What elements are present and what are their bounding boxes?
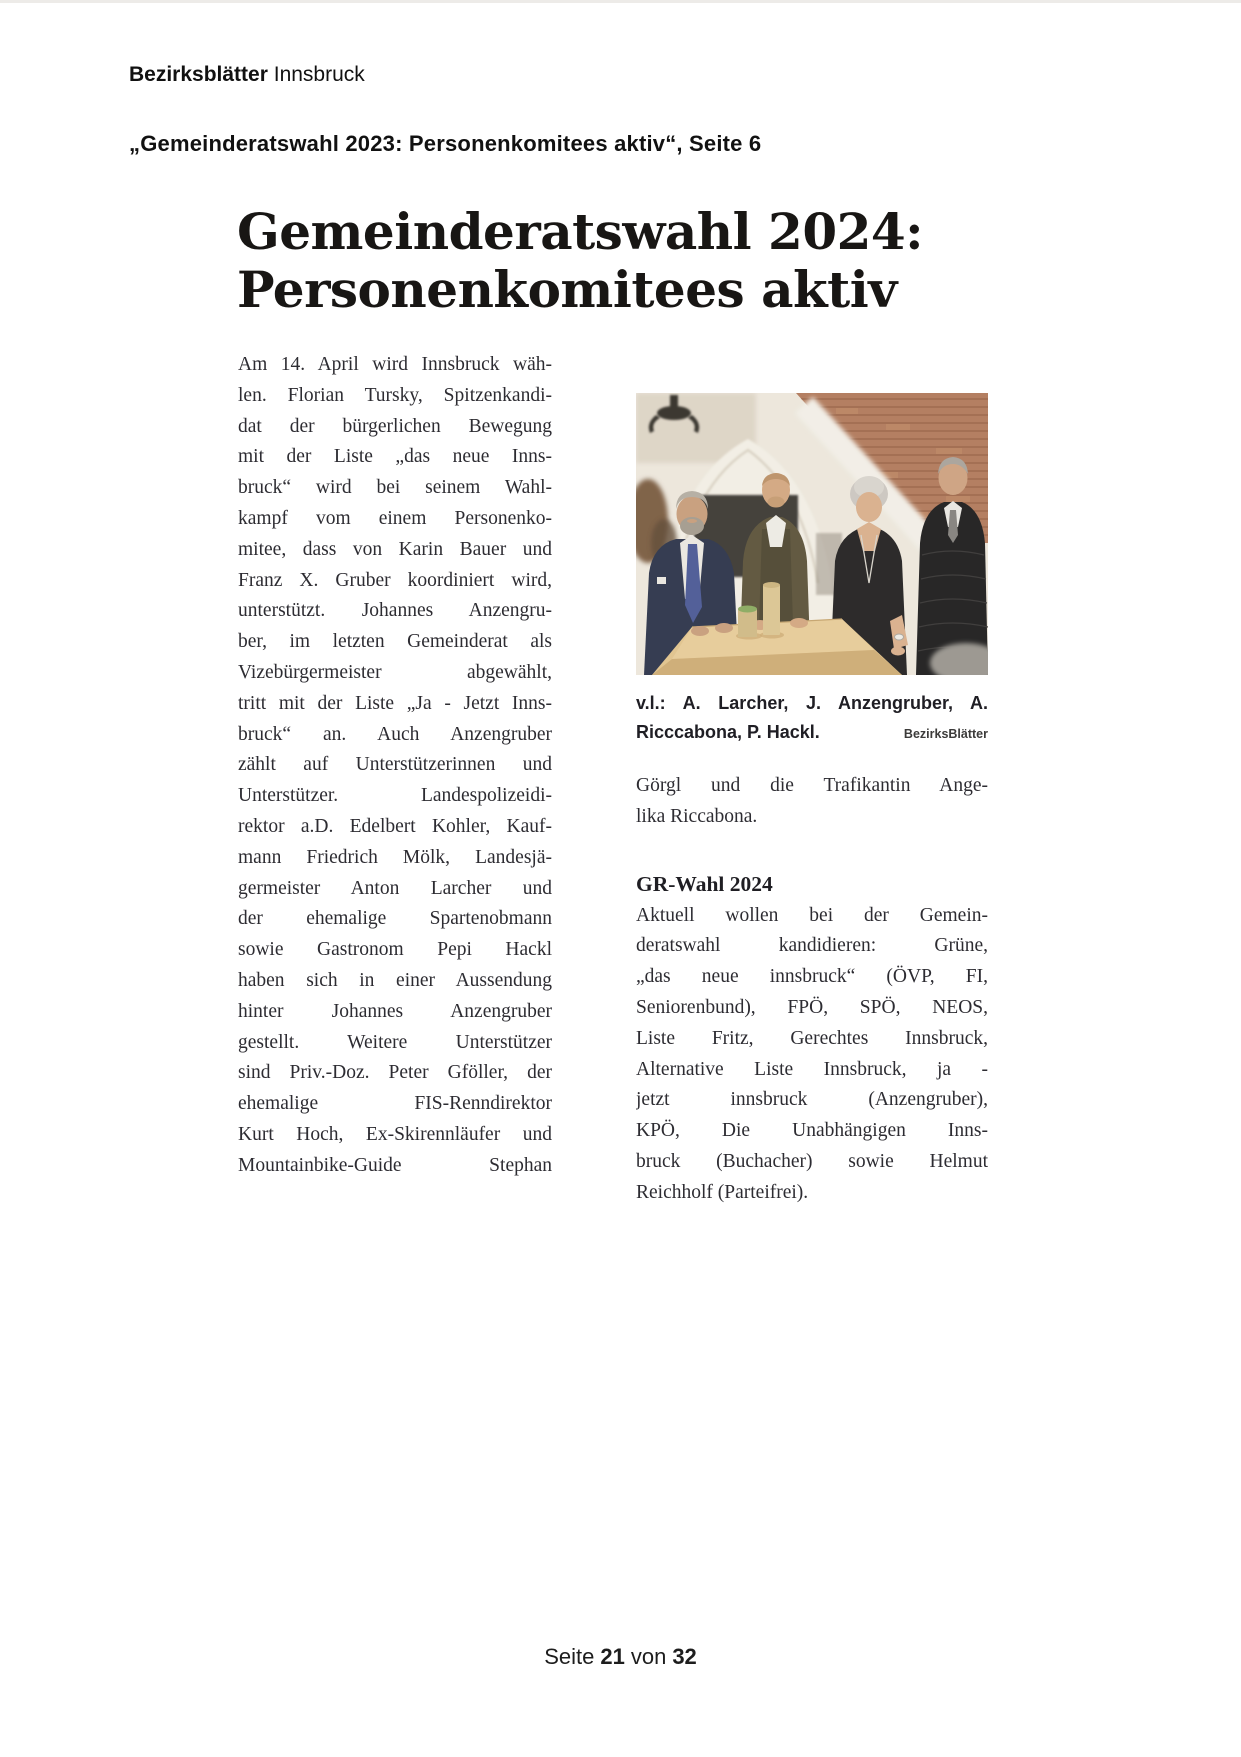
footer-label-of: von [630, 1644, 667, 1669]
article-right-body: Aktuell wollen bei der Gemein- deratswahl kandidieren: Grüne, „das neue innsbruck“ (ÖVP, FI, Seniorenbund), FPÖ, SPÖ, NEOS, Liste Fritz, Gerechtes Innsbruck, Alternative Liste Innsbruck, ja - jetzt innsbruck (Anzengruber), KPÖ, Die Unabhängigen Inns- bruck (Buchacher) sowie Helmut Reichholf (Parteifrei). [636, 904, 988, 1203]
article-right-column [636, 393, 988, 1209]
page-footer [0, 1644, 1241, 1670]
photo-caption-line-2: Ricccabona, P. Hackl. [636, 722, 820, 742]
headline-line-1: Gemeinderatswahl 2024: [237, 202, 924, 261]
article-headline [237, 203, 1017, 319]
article-subhead: GR-Wahl 2024 [636, 871, 773, 896]
photo-caption [636, 689, 988, 747]
publication-title [129, 63, 365, 87]
article-right-intro: Görgl und die Trafikantin Ange- lika Riccabona. [636, 775, 988, 827]
photo-caption-line-1: v.l.: A. Larcher, J. Anzengruber, A. [636, 693, 988, 713]
footer-page-number: 21 [600, 1644, 625, 1669]
footer-page-total: 32 [672, 1644, 697, 1669]
article-reference-line: „Gemeinderatswahl 2023: Personenkomitees aktiv“, Seite 6 [129, 131, 762, 156]
footer-label-page: Seite [544, 1644, 595, 1669]
publication-region: Innsbruck [273, 63, 365, 86]
photo-credit: BezirksBlätter [903, 727, 988, 741]
group-photo-illustration [636, 393, 988, 675]
article-photo [636, 393, 988, 675]
headline-line-2: Personenkomitees aktiv [237, 260, 897, 319]
article-left-column: Am 14. April wird Innsbruck wäh- len. Florian Tursky, Spitzenkandi- dat der bürgerlichen Bewegung mit der Liste „das neue Inns- bruck“ wird bei seinem Wahl- kampf vom einem Personenko- mitee, dass von Karin Bauer und Franz X. Gruber koordiniert wird, unterstützt. Johannes Anzengru- ber, im letzten Gemeinderat als Vizebürgermeister abgewählt, tritt mit der Liste „Ja - Jetzt Inns- bruck“ an. Auch Anzengruber zählt auf Unterstützerinnen und Unterstützer. Landespolizeidi- rektor a.D. Edelbert Kohler, Kauf- mann Friedrich Mölk, Landesjä- germeister Anton Larcher und der ehemalige Spartenobmann sowie Gastronom Pepi Hackl haben sich in einer Aussendung hinter Johannes Anzengruber gestellt. Weitere Unterstützer sind Priv.-Doz. Peter Gföller, der ehemalige FIS-Renndirektor Kurt Hoch, Ex-Skirennläufer und Mountainbike-Guide Stephan [238, 354, 552, 1176]
publication-brand: Bezirksblätter [129, 63, 268, 86]
